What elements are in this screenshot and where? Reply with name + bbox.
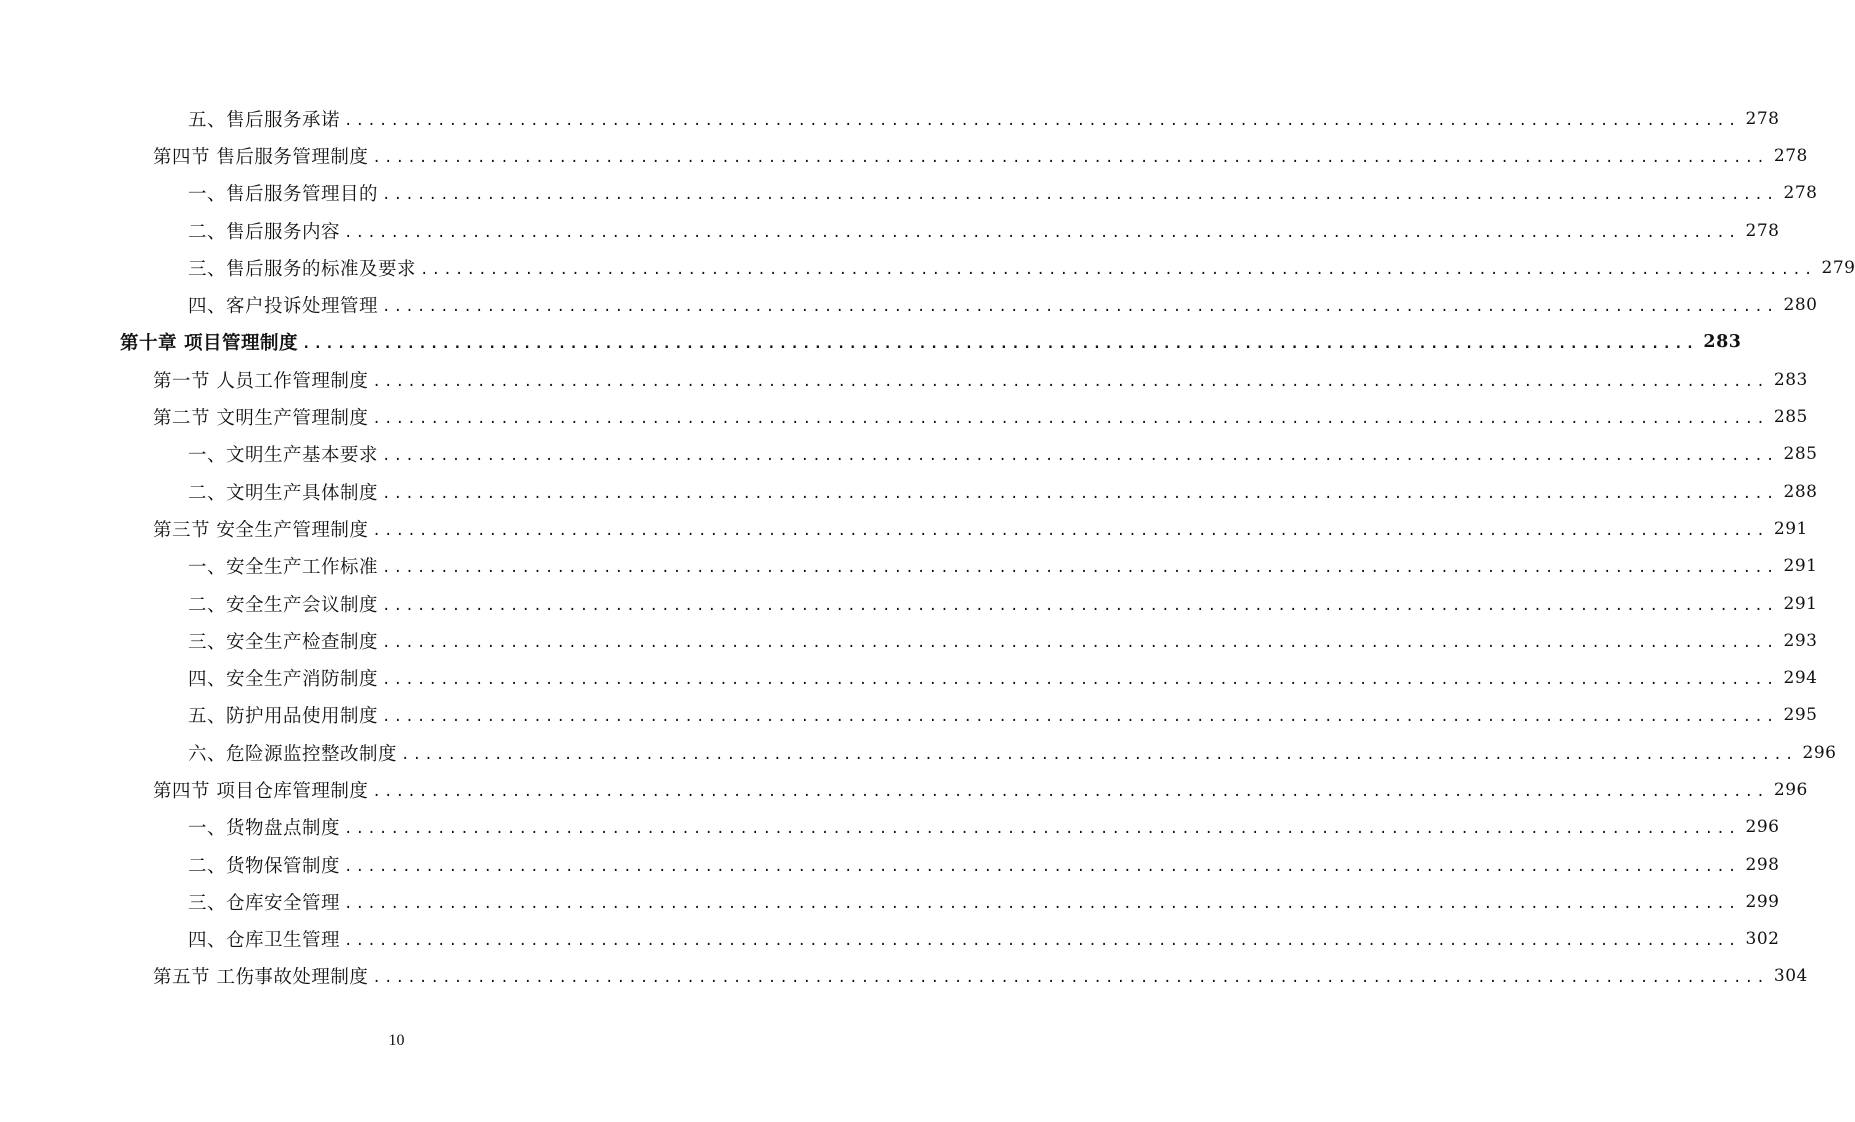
toc-entry-page: 288 bbox=[1783, 481, 1818, 502]
toc-entry-title: 二、售后服务内容 bbox=[188, 221, 341, 243]
toc-entry[interactable] bbox=[0, 286, 1818, 323]
toc-entry-title: 四、仓库卫生管理 bbox=[188, 930, 341, 952]
toc-leader-dots: ........................................................................................................................ bbox=[382, 448, 1778, 465]
toc-entry-page: 283 bbox=[1773, 369, 1808, 390]
toc-entry[interactable] bbox=[0, 324, 1742, 361]
toc-entry[interactable] bbox=[0, 100, 1780, 137]
toc-entry[interactable] bbox=[0, 473, 1818, 510]
toc-entry-page: 293 bbox=[1783, 630, 1818, 651]
toc-entry-page: 291 bbox=[1773, 518, 1808, 539]
toc-entry[interactable] bbox=[0, 697, 1818, 734]
toc-entry[interactable] bbox=[0, 137, 1808, 174]
toc-entry-page: 285 bbox=[1773, 407, 1808, 428]
toc-entry-page: 278 bbox=[1773, 145, 1808, 166]
toc-entry-title: 四、客户投诉处理管理 bbox=[188, 296, 379, 318]
toc-leader-dots: ........................................................................................................................ bbox=[382, 597, 1778, 614]
toc-leader-dots: ........................................................................................................................ bbox=[344, 895, 1740, 912]
toc-entry-title: 第四节 项目仓库管理制度 bbox=[153, 780, 369, 802]
toc-leader-dots: ........................................................................................................................ bbox=[301, 336, 1698, 353]
toc-entry-title: 一、安全生产工作标准 bbox=[188, 557, 379, 579]
toc-leader-dots: ........................................................................................................................ bbox=[382, 634, 1778, 651]
toc-entry-page: 278 bbox=[1745, 108, 1780, 129]
toc-entry[interactable] bbox=[0, 361, 1808, 398]
toc-entry-title: 第十章 项目管理制度 bbox=[120, 333, 298, 355]
toc-entry-title: 第一节 人员工作管理制度 bbox=[153, 370, 369, 392]
toc-entry-title: 二、文明生产具体制度 bbox=[188, 482, 379, 504]
toc-leader-dots: ........................................................................................................................ bbox=[382, 560, 1778, 577]
toc-entry-page: 291 bbox=[1783, 556, 1818, 577]
toc-entry[interactable] bbox=[0, 249, 1855, 286]
toc-leader-dots: ........................................................................................................................ bbox=[420, 261, 1816, 278]
toc-entry-title: 一、文明生产基本要求 bbox=[188, 445, 379, 467]
toc-leader-dots: ........................................................................................................................ bbox=[401, 746, 1797, 763]
toc-leader-dots: ........................................................................................................................ bbox=[382, 485, 1778, 502]
table-of-contents bbox=[0, 100, 1855, 995]
toc-entry[interactable] bbox=[0, 585, 1818, 622]
toc-entry-page: 296 bbox=[1802, 742, 1837, 763]
toc-entry-title: 第三节 安全生产管理制度 bbox=[153, 519, 369, 541]
toc-leader-dots: ........................................................................................................................ bbox=[344, 821, 1740, 838]
toc-entry-title: 五、售后服务承诺 bbox=[188, 109, 341, 131]
toc-leader-dots: ........................................................................................................................ bbox=[344, 224, 1740, 241]
toc-entry-page: 304 bbox=[1773, 966, 1808, 987]
toc-leader-dots: ........................................................................................................................ bbox=[382, 672, 1778, 689]
toc-leader-dots: ........................................................................................................................ bbox=[382, 709, 1778, 726]
toc-entry[interactable] bbox=[0, 398, 1808, 435]
toc-entry-title: 三、售后服务的标准及要求 bbox=[188, 258, 417, 280]
toc-entry-title: 六、危险源监控整改制度 bbox=[188, 743, 398, 765]
toc-entry-title: 三、安全生产检查制度 bbox=[188, 631, 379, 653]
toc-entry-title: 第四节 售后服务管理制度 bbox=[153, 146, 369, 168]
toc-entry-page: 298 bbox=[1745, 854, 1780, 875]
page-number: 10 bbox=[388, 1032, 405, 1049]
toc-entry[interactable] bbox=[0, 734, 1837, 771]
toc-entry-title: 第五节 工伤事故处理制度 bbox=[153, 967, 369, 989]
toc-entry-title: 第二节 文明生产管理制度 bbox=[153, 408, 369, 430]
toc-entry[interactable] bbox=[0, 622, 1818, 659]
toc-entry-title: 四、安全生产消防制度 bbox=[188, 669, 379, 691]
toc-leader-dots: ........................................................................................................................ bbox=[382, 187, 1778, 204]
toc-entry[interactable] bbox=[0, 659, 1818, 696]
toc-entry-page: 280 bbox=[1783, 295, 1818, 316]
toc-entry-title: 二、货物保管制度 bbox=[188, 855, 341, 877]
toc-entry[interactable] bbox=[0, 436, 1818, 473]
toc-entry-page: 278 bbox=[1783, 183, 1818, 204]
toc-leader-dots: ........................................................................................................................ bbox=[372, 373, 1768, 390]
toc-entry-title: 一、货物盘点制度 bbox=[188, 818, 341, 840]
toc-leader-dots: ........................................................................................................................ bbox=[372, 522, 1768, 539]
toc-entry-page: 302 bbox=[1745, 929, 1780, 950]
toc-entry-title: 三、仓库安全管理 bbox=[188, 892, 341, 914]
toc-entry-title: 五、防护用品使用制度 bbox=[188, 706, 379, 728]
toc-entry[interactable] bbox=[0, 510, 1808, 547]
toc-leader-dots: ........................................................................................................................ bbox=[372, 970, 1768, 987]
toc-leader-dots: ........................................................................................................................ bbox=[372, 783, 1768, 800]
toc-leader-dots: ........................................................................................................................ bbox=[382, 299, 1778, 316]
toc-entry[interactable] bbox=[0, 771, 1808, 808]
toc-entry[interactable] bbox=[0, 883, 1780, 920]
toc-leader-dots: ........................................................................................................................ bbox=[372, 411, 1768, 428]
toc-entry[interactable] bbox=[0, 846, 1780, 883]
toc-entry-page: 283 bbox=[1703, 332, 1742, 353]
toc-leader-dots: ........................................................................................................................ bbox=[372, 149, 1768, 166]
toc-entry-page: 279 bbox=[1821, 257, 1855, 278]
toc-entry[interactable] bbox=[0, 958, 1808, 995]
toc-leader-dots: ........................................................................................................................ bbox=[344, 858, 1740, 875]
toc-entry-page: 295 bbox=[1783, 705, 1818, 726]
toc-entry[interactable] bbox=[0, 175, 1818, 212]
toc-entry-page: 278 bbox=[1745, 220, 1780, 241]
toc-entry-page: 294 bbox=[1783, 668, 1818, 689]
toc-entry-page: 285 bbox=[1783, 444, 1818, 465]
toc-entry-page: 291 bbox=[1783, 593, 1818, 614]
toc-entry-page: 299 bbox=[1745, 891, 1780, 912]
toc-entry-page: 296 bbox=[1773, 779, 1808, 800]
toc-entry[interactable] bbox=[0, 548, 1818, 585]
toc-entry[interactable] bbox=[0, 921, 1780, 958]
toc-entry[interactable] bbox=[0, 212, 1780, 249]
toc-entry-title: 一、售后服务管理目的 bbox=[188, 184, 379, 206]
toc-entry-title: 二、安全生产会议制度 bbox=[188, 594, 379, 616]
toc-leader-dots: ........................................................................................................................ bbox=[344, 112, 1740, 129]
toc-entry-page: 296 bbox=[1745, 817, 1780, 838]
toc-leader-dots: ........................................................................................................................ bbox=[344, 933, 1740, 950]
toc-entry[interactable] bbox=[0, 809, 1780, 846]
